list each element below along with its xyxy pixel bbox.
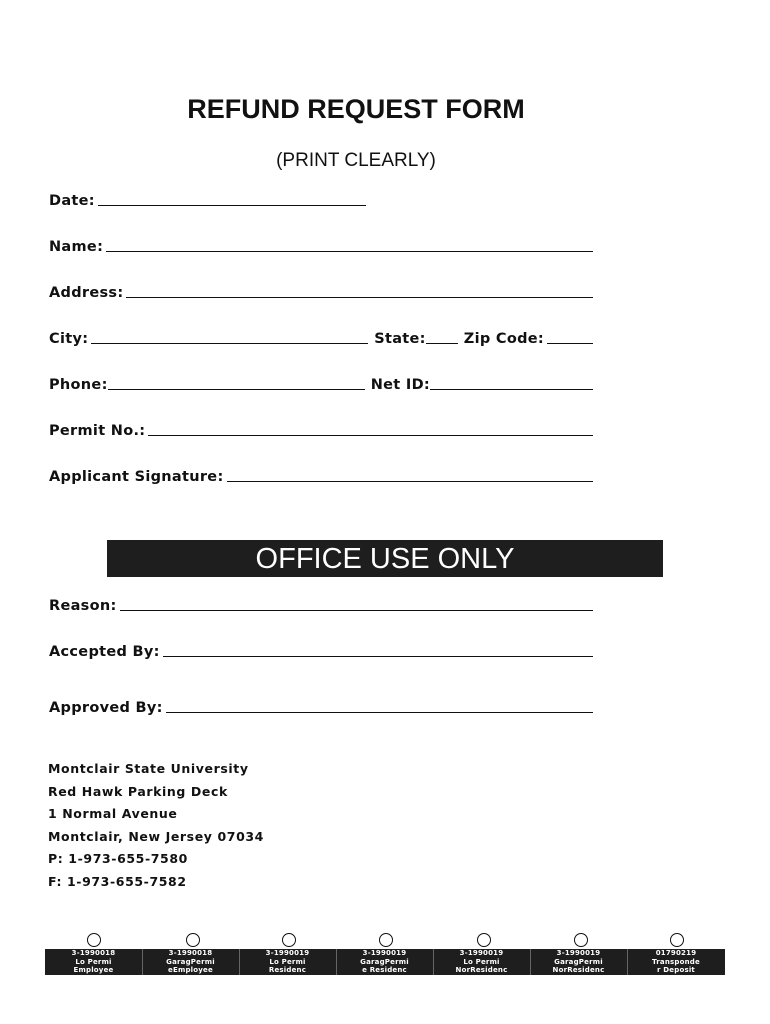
permit-option	[336, 949, 433, 975]
contact-phone: P: 1-973-655-7580	[48, 851, 188, 867]
date-row	[49, 186, 366, 210]
reason-row	[49, 591, 593, 615]
permit-option	[239, 949, 336, 975]
permit-option-radio[interactable]	[379, 933, 393, 947]
permit-option	[433, 949, 530, 975]
approved-by-label: Approved By:	[49, 700, 163, 716]
permit-option-radio[interactable]	[574, 933, 588, 947]
permit-option-radio[interactable]	[87, 933, 101, 947]
address-row	[49, 278, 593, 302]
permit-option-radio[interactable]	[282, 933, 296, 947]
city-label: City:	[49, 331, 89, 347]
permit-option-radio[interactable]	[477, 933, 491, 947]
permit-option-type: GaragPermi	[166, 957, 215, 966]
permit-option	[530, 949, 627, 975]
permit-option	[142, 949, 239, 975]
permit-option-group: NorResidenc	[455, 966, 508, 974]
net-id-field[interactable]	[430, 389, 593, 390]
permit-option-code: 3-1990019	[265, 949, 310, 957]
contact-building: Red Hawk Parking Deck	[48, 783, 228, 799]
applicant-signature-field[interactable]	[227, 481, 593, 482]
page-subtitle: (PRINT CLEARLY)	[276, 150, 436, 171]
permit-option-code: 3-1990018	[71, 949, 116, 957]
permit-option-code: 3-1990018	[168, 949, 213, 957]
address-label: Address:	[49, 285, 124, 301]
name-label: Name:	[49, 239, 104, 255]
reason-field[interactable]	[120, 610, 593, 611]
accepted-by-field[interactable]	[163, 656, 593, 657]
name-field[interactable]	[106, 251, 593, 252]
permit-row	[49, 416, 593, 440]
permit-option-group: eEmployee	[168, 966, 213, 974]
permit-option	[45, 949, 142, 975]
net-id-label: Net ID:	[370, 377, 430, 393]
contact-city: Montclair, New Jersey 07034	[48, 828, 264, 844]
city-state-zip-row	[49, 324, 593, 348]
state-label: State:	[374, 331, 426, 347]
contact-university: Montclair State University	[48, 761, 249, 776]
signature-row	[49, 462, 593, 486]
permit-option-code: 3-1990019	[362, 949, 407, 957]
phone-netid-row	[49, 370, 593, 394]
state-field[interactable]	[426, 343, 458, 344]
name-row	[49, 232, 593, 256]
permit-option	[627, 949, 725, 975]
page-title: REFUND REQUEST FORM	[187, 94, 525, 124]
approved-by-row	[49, 693, 593, 717]
date-label: Date:	[49, 193, 95, 209]
accepted-by-label: Accepted By:	[49, 644, 160, 660]
applicant-signature-label: Applicant Signature:	[49, 469, 224, 485]
accepted-by-row	[49, 637, 593, 661]
permit-option-code: 3-1990019	[459, 949, 504, 957]
permit-option-type: Lo Permi	[463, 957, 500, 966]
permit-option-radio[interactable]	[670, 933, 684, 947]
approved-by-field[interactable]	[166, 712, 593, 713]
permit-option-radio[interactable]	[186, 933, 200, 947]
zip-code-label: Zip Code:	[463, 331, 544, 347]
contact-street: 1 Normal Avenue	[48, 806, 178, 822]
permit-option-group: NorResidenc	[552, 966, 605, 974]
contact-address	[48, 758, 264, 894]
permit-option-group: r Deposit	[657, 966, 695, 974]
permit-no-field[interactable]	[148, 435, 593, 436]
permit-option-type: Transponde	[652, 957, 700, 966]
permit-no-label: Permit No.:	[49, 423, 146, 439]
permit-option-type: Lo Permi	[75, 957, 112, 966]
permit-option-code: 3-1990019	[556, 949, 601, 957]
reason-label: Reason:	[49, 598, 117, 614]
contact-fax: F: 1-973-655-7582	[48, 873, 187, 889]
phone-field[interactable]	[108, 389, 365, 390]
city-field[interactable]	[91, 343, 368, 344]
permit-option-group: Residenc	[268, 966, 307, 974]
address-field[interactable]	[126, 297, 593, 298]
permit-option-group: Employee	[73, 966, 114, 974]
zip-code-field[interactable]	[547, 343, 593, 344]
office-use-banner: OFFICE USE ONLY	[107, 540, 663, 577]
permit-option-type: GaragPermi	[360, 957, 409, 966]
permit-options-strip	[45, 949, 725, 975]
phone-label: Phone:	[49, 377, 108, 393]
permit-option-type: Lo Permi	[269, 957, 306, 966]
permit-option-type: GaragPermi	[554, 957, 603, 966]
date-field[interactable]	[98, 205, 366, 206]
permit-option-code: 01790219	[655, 949, 697, 957]
permit-option-group: e Residenc	[362, 966, 407, 974]
